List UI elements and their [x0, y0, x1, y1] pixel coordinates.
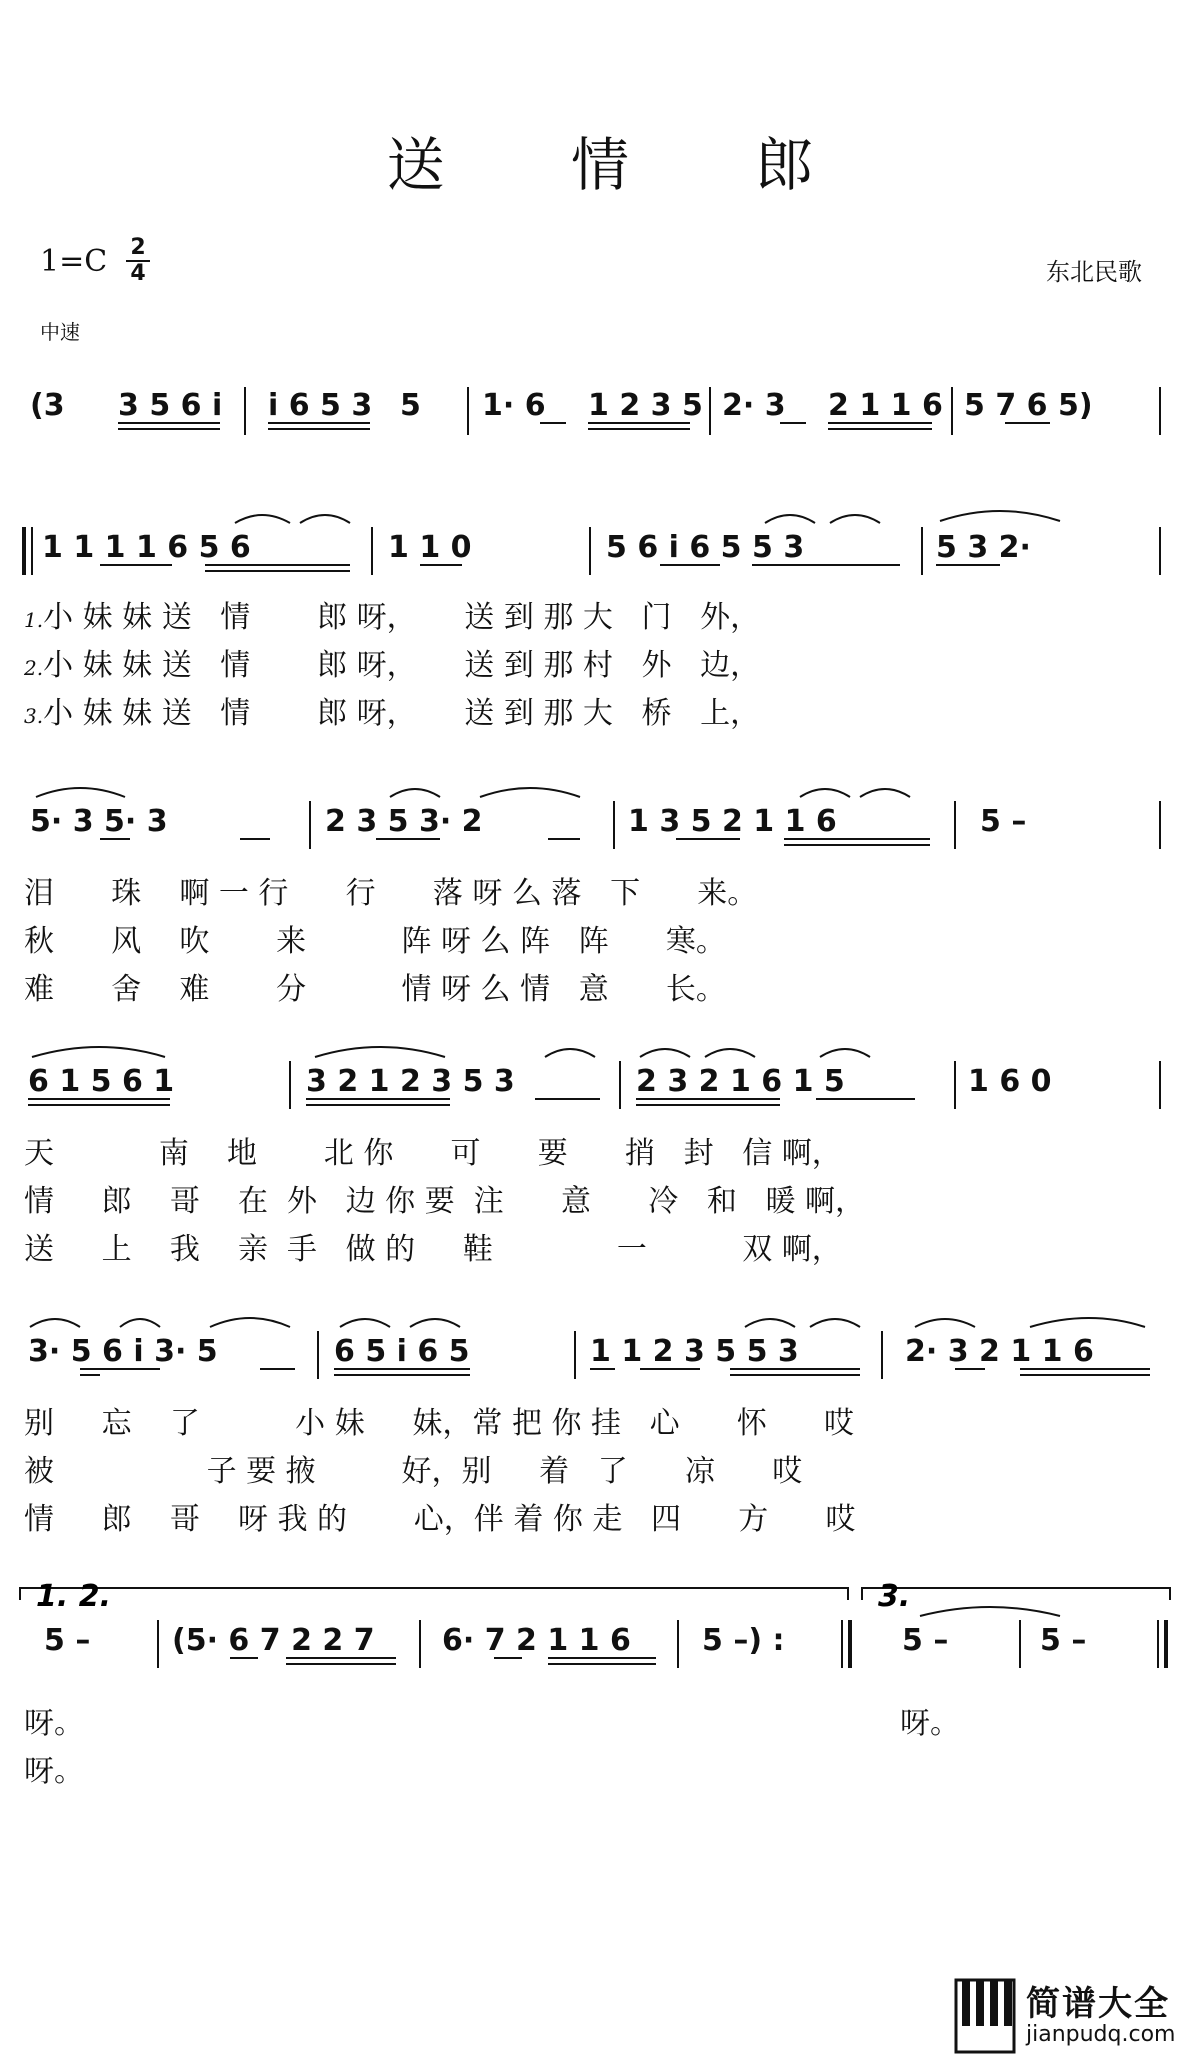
verse-number: 2. — [24, 656, 44, 680]
svg-text:5 6 i 6 5 5 3: 5 6 i 6 5 5 3 — [606, 530, 805, 565]
time-numerator: 2 — [130, 235, 146, 260]
staff-line-3 — [0, 1030, 1200, 1270]
svg-text:(5· 6 7 2 2 7: (5· 6 7 2 2 7 — [172, 1623, 375, 1658]
svg-text:(3: (3 — [30, 388, 65, 423]
lyric-row-verse-3: 送 上 我 亲 手 做 的 鞋 一 双 啊， — [24, 1232, 842, 1267]
svg-text:6 5 i 6 5: 6 5 i 6 5 — [334, 1334, 470, 1369]
svg-text:5 3 2·: 5 3 2· — [936, 530, 1031, 565]
logo-url: jianpudq.com — [1026, 2022, 1176, 2047]
lyric-row-verse-1 — [24, 592, 1174, 636]
svg-text:3 2 1 2 3 5 3: 3 2 1 2 3 5 3 — [306, 1064, 515, 1099]
svg-text:5 –: 5 – — [902, 1623, 949, 1658]
staff-line-2 — [0, 770, 1200, 1010]
staff-line-ending — [0, 1570, 1200, 1790]
svg-text:1 3 5 2 1 1 6: 1 3 5 2 1 1 6 — [628, 804, 837, 839]
svg-text:5 –: 5 – — [980, 804, 1027, 839]
lyric-text: 呀。 — [24, 1706, 84, 1741]
staff-line-4 — [0, 1300, 1200, 1540]
notation-line-4 — [0, 1300, 1200, 1400]
svg-text:5 7 6 5): 5 7 6 5) — [964, 388, 1093, 423]
svg-text:i 6 5 3: i 6 5 3 — [268, 388, 373, 423]
notation-ending — [0, 1570, 1200, 1680]
svg-text:1 6 0: 1 6 0 — [968, 1064, 1052, 1099]
staff-line-1 — [0, 500, 1200, 750]
lyric-row-verse-2: 秋 风 吹 来 阵 呀 么 阵 阵 寒。 — [24, 924, 726, 959]
lyric-text: 小 妹 妹 送 情 郎 呀， 送 到 那 村 外 边， — [43, 648, 761, 683]
time-denominator: 4 — [130, 261, 146, 286]
lyric-text: 小 妹 妹 送 情 郎 呀， 送 到 那 大 门 外， — [43, 600, 761, 635]
lyric-row-ending-2: 呀。 — [24, 1754, 84, 1789]
lyric-row-verse-1: 天 南 地 北 你 可 要 捎 封 信 啊， — [24, 1136, 842, 1171]
lyric-row-verse-1: 别 忘 了 小 妹 妹，常 把 你 挂 心 怀 哎 — [24, 1406, 855, 1441]
svg-text:1 1 0: 1 1 0 — [388, 530, 472, 565]
svg-text:1 1 1 1 6 5 6: 1 1 1 1 6 5 6 — [42, 530, 251, 565]
svg-text:6 1 5 6 1: 6 1 5 6 1 — [28, 1064, 175, 1099]
lyric-row-verse-2 — [24, 640, 1174, 684]
svg-text:2 3 5 3· 2: 2 3 5 3· 2 — [325, 804, 483, 839]
svg-text:2 3 2 1 6 1 5: 2 3 2 1 6 1 5 — [636, 1064, 845, 1099]
piano-keys-icon — [954, 1976, 1018, 2056]
lyric-row-verse-2: 被 子 要 掖 好，别 着 了 凉 哎 — [24, 1454, 803, 1489]
verse-number: 3. — [24, 704, 44, 728]
svg-text:6· 7 2 1 1 6: 6· 7 2 1 1 6 — [442, 1623, 631, 1658]
svg-text:5 –: 5 – — [1040, 1623, 1087, 1658]
svg-text:5 –: 5 – — [44, 1623, 91, 1658]
svg-text:2 1 1 6: 2 1 1 6 — [828, 388, 943, 423]
lyric-row-verse-3: 难 舍 难 分 情 呀 么 情 意 长。 — [24, 972, 726, 1007]
volta-first-label: 1. 2. — [36, 1579, 111, 1614]
notation-line-2 — [0, 770, 1200, 870]
tempo-marking: 中速 — [40, 320, 80, 344]
song-origin: 东北民歌 — [1046, 258, 1142, 286]
logo-text: 简谱大全 — [1026, 1984, 1170, 2024]
svg-text:1 1 2 3 5 5 3: 1 1 2 3 5 5 3 — [590, 1334, 799, 1369]
notation-intro — [0, 360, 1200, 460]
svg-text:2· 3 2 1 1 6: 2· 3 2 1 1 6 — [905, 1334, 1094, 1369]
lyric-row-verse-2: 情 郎 哥 在 外 边 你 要 注 意 冷 和 暖 啊， — [24, 1184, 865, 1219]
lyric-row-verse-3 — [24, 688, 1174, 732]
svg-text:3 5 6 i: 3 5 6 i — [118, 388, 223, 423]
svg-text:5 –) :: 5 –) : — [702, 1623, 785, 1658]
lyric-text: 呀。 — [900, 1706, 960, 1741]
time-signature — [126, 236, 150, 286]
lyric-text: 小 妹 妹 送 情 郎 呀， 送 到 那 大 桥 上， — [43, 696, 761, 731]
notation-line-3 — [0, 1030, 1200, 1130]
site-logo — [954, 1976, 1186, 2058]
svg-text:1· 6: 1· 6 — [482, 388, 546, 423]
svg-text:5· 3 5· 3: 5· 3 5· 3 — [30, 804, 168, 839]
volta-second-label: 3. — [878, 1579, 911, 1614]
key-signature: 1=C — [40, 244, 108, 279]
svg-text:5: 5 — [400, 388, 421, 423]
svg-text:3· 5 6 i 3· 5: 3· 5 6 i 3· 5 — [28, 1334, 218, 1369]
verse-number: 1. — [24, 608, 44, 632]
notation-line-1 — [0, 500, 1200, 600]
lyric-row-ending-1 — [24, 1698, 1174, 1742]
svg-text:2· 3: 2· 3 — [722, 388, 786, 423]
song-title: 送 情 郎 — [386, 131, 868, 199]
lyric-row-verse-1: 泪 珠 啊 一 行 行 落 呀 么 落 下 来。 — [24, 876, 758, 911]
svg-text:1 2 3 5: 1 2 3 5 — [588, 388, 703, 423]
lyric-row-verse-3: 情 郎 哥 呀 我 的 心，伴 着 你 走 四 方 哎 — [24, 1502, 856, 1537]
staff-line-intro — [0, 360, 1200, 450]
